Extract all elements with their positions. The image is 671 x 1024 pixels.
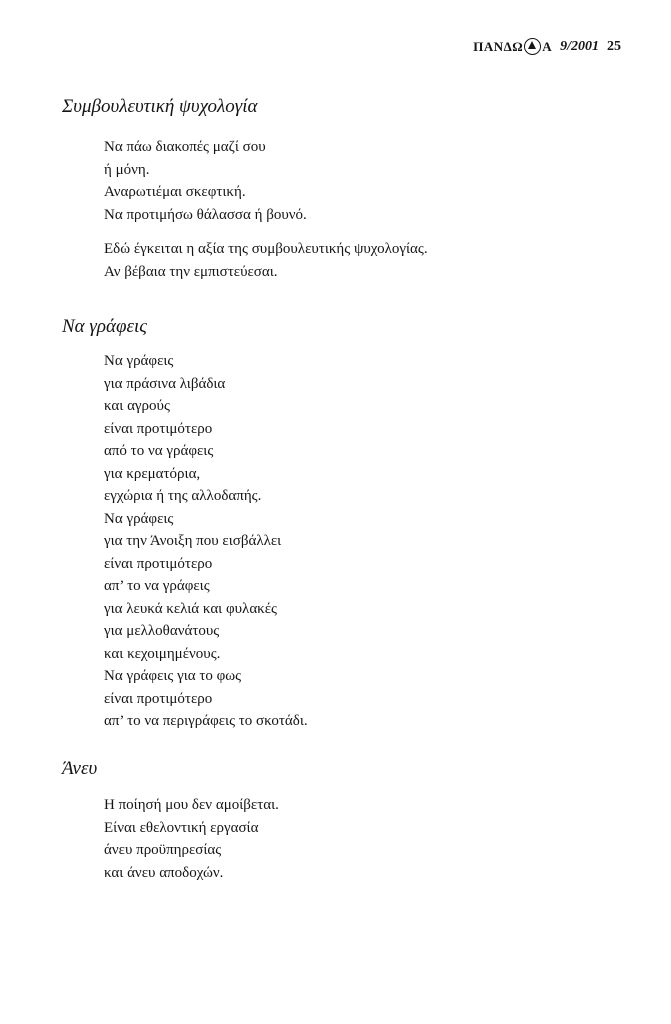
verse-line: Να γράφεις [104,510,174,527]
verse-line: είναι προτιμότερο [104,555,213,572]
poem-title-3: Άνευ [62,758,98,779]
verse-line: απ’ το να περιγράφεις το σκοτάδι. [104,713,308,729]
verse-line: Να γράφεις [104,353,174,369]
brand-text-right: Α [542,38,553,54]
verse-line: άνευ προϋπηρεσίας [104,842,222,858]
verse-line: Εδώ έγκειται η αξία της συμβουλευτικής ψυχολογίας. [104,241,428,257]
verse-line: και άνευ αποδοχών. [104,864,224,881]
verse-line: Η ποίησή μου δεν αμοίβεται. [104,797,279,813]
verse-line: Αν βέβαια την εμπιστεύεσαι. [104,263,278,280]
verse-line: και κεχοιμημένους. [104,645,221,662]
poem-2-stanza-1 [104,350,308,733]
poem-1-stanza-2 [104,238,428,283]
verse-line: από το να γράφεις [104,443,214,459]
poem-3-stanza-1 [104,794,279,884]
verse-line: Αναρωτιέμαι σκεφτική. [104,184,246,200]
verse-line: Να πάω διακοπές μαζί σου [104,139,266,155]
verse-line: απ’ το να γράφεις [104,578,210,594]
verse-line: είναι προτιμότερο [104,420,213,437]
verse-line: εγχώρια ή της αλλοδαπής. [104,488,262,504]
brand-text-left: ΠΑΝΔΩ [473,38,524,54]
verse-line: για λευκά κελιά και φυλακές [104,600,277,617]
poem-title-1: Συμβουλευτική ψυχολογία [62,96,258,117]
poem-1-stanza-1 [104,136,307,226]
verse-line: Είναι εθελοντική εργασία [104,819,259,836]
verse-line: για πράσινα λιβάδια [104,375,226,392]
verse-line: είναι προτιμότερο [104,690,213,707]
verse-line: για μελλοθανάτους [104,623,220,639]
verse-line: Να γράφεις για το φως [104,668,242,684]
verse-line: για την Άνοιξη που εισβάλλει [104,533,282,549]
page-header [473,38,621,55]
issue-number: 9/2001 [560,38,599,54]
page-number: 25 [607,38,621,54]
journal-brand [473,38,552,55]
verse-line: για κρεματόρια, [104,465,201,482]
verse-line: Να προτιμήσω θάλασσα ή βουνό. [104,206,307,223]
verse-line: ή μόνη. [104,161,150,178]
pandora-logo-icon [524,38,541,55]
verse-line: και αγρούς [104,398,170,414]
poem-title-2: Να γράφεις [62,316,147,337]
